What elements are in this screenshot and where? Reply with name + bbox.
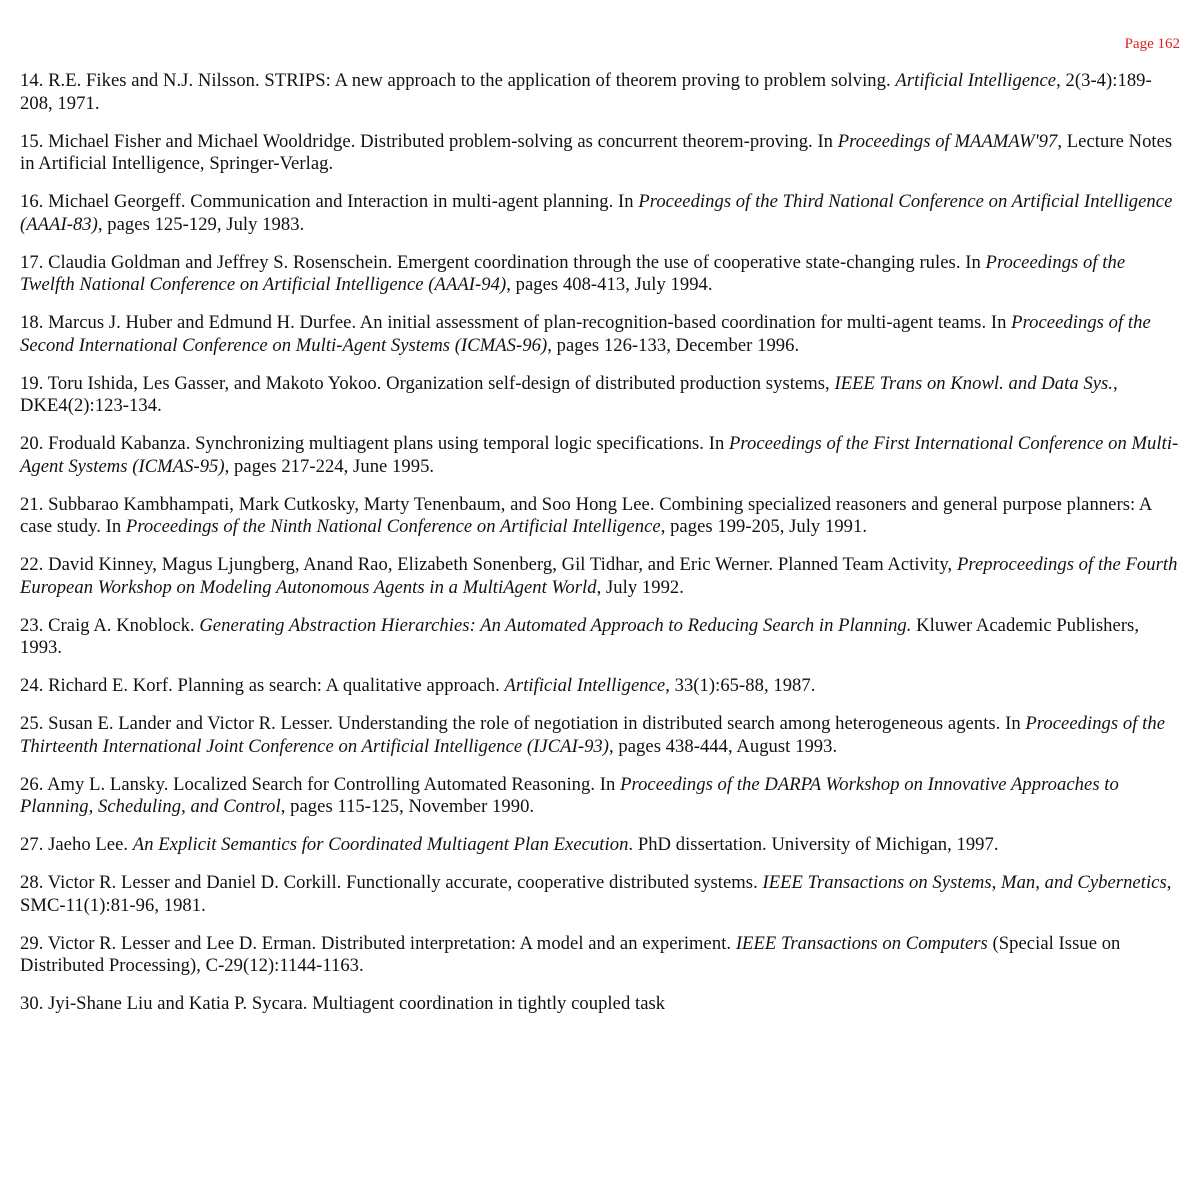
reference-item	[20, 252, 1182, 297]
reference-title-italic: Proceedings of the Ninth National Conference on Artificial Intelligence	[125, 516, 661, 537]
reference-text: , SMC-11(1):81-96, 1981.	[20, 872, 1172, 916]
reference-text: (Special Issue on Distributed Processing), C-29(12):1144-1163.	[20, 932, 1121, 976]
reference-item	[20, 70, 1182, 115]
reference-title-italic: Proceedings of the Second International Conference on Multi-Agent Systems (ICMAS-96)	[20, 312, 1151, 356]
reference-title-italic: Proceedings of the Thirteenth International Joint Conference on Artificial Intelligence (IJCAI-93)	[20, 713, 1166, 757]
reference-text: , pages 126-133, December 1996.	[547, 334, 800, 356]
reference-text: 27. Jaeho Lee.	[20, 834, 133, 855]
reference-title-italic: Proceedings of the Twelfth National Conference on Artificial Intelligence (AAAI-94)	[20, 251, 1126, 295]
reference-text: 24. Richard E. Korf. Planning as search: A qualitative approach.	[20, 675, 505, 696]
reference-item	[20, 373, 1182, 418]
reference-text: 19. Toru Ishida, Les Gasser, and Makoto Yokoo. Organization self-design of distributed production systems,	[20, 372, 835, 394]
reference-text: 28. Victor R. Lesser and Daniel D. Corkill. Functionally accurate, cooperative distributed systems.	[20, 872, 763, 893]
reference-text: 20. Froduald Kabanza. Synchronizing multiagent plans using temporal logic specifications. In	[20, 433, 729, 454]
reference-text: , DKE4(2):123-134.	[20, 372, 1118, 416]
reference-item	[20, 191, 1182, 236]
reference-title-italic: Proceedings of MAAMAW'97	[837, 130, 1058, 152]
page-number: Page 162	[1124, 36, 1180, 52]
reference-text: 29. Victor R. Lesser and Lee D. Erman. Distributed interpretation: A model and an experiment.	[20, 932, 736, 954]
reference-title-italic: IEEE Trans on Knowl. and Data Sys.	[834, 372, 1114, 394]
reference-item	[20, 131, 1182, 176]
reference-item	[20, 834, 1182, 857]
reference-item	[20, 433, 1182, 478]
reference-text: , Lecture Notes in Artificial Intelligence, Springer-Verlag.	[20, 130, 1173, 174]
reference-title-italic: Proceedings of the First International Conference on Multi-Agent Systems (ICMAS-95)	[20, 433, 1179, 477]
reference-text: 17. Claudia Goldman and Jeffrey S. Rosenschein. Emergent coordination through the use of cooperative state-changing rules. In	[20, 251, 986, 273]
reference-list	[20, 70, 1182, 1031]
reference-title-italic: Artificial Intelligence	[504, 675, 666, 696]
reference-title-italic: IEEE Transactions on Computers	[735, 932, 988, 954]
reference-title-italic: Preproceedings of the Fourth European Workshop on Modeling Autonomous Agents in a MultiAgent World	[20, 554, 1178, 598]
reference-item	[20, 675, 1182, 698]
reference-text: 22. David Kinney, Magus Ljungberg, Anand Rao, Elizabeth Sonenberg, Gil Tidhar, and Eric Werner. Planned Team Activity,	[20, 554, 957, 575]
reference-text: , pages 115-125, November 1990.	[280, 796, 535, 817]
reference-item	[20, 993, 1182, 1016]
reference-text: 30. Jyi-Shane Liu and Katia P. Sycara. Multiagent coordination in tightly coupled task	[20, 993, 666, 1014]
reference-text: 25. Susan E. Lander and Victor R. Lesser. Understanding the role of negotiation in distributed search among heterogeneous agents. In	[20, 713, 1026, 734]
reference-text: 26. Amy L. Lansky. Localized Search for Controlling Automated Reasoning. In	[20, 773, 621, 795]
reference-text: , pages 408-413, July 1994.	[506, 274, 713, 295]
reference-item	[20, 615, 1182, 660]
reference-item	[20, 933, 1182, 978]
reference-text: Kluwer Academic Publishers, 1993.	[20, 614, 1140, 658]
reference-text: , pages 125-129, July 1983.	[97, 213, 305, 235]
reference-text: 18. Marcus J. Huber and Edmund H. Durfee. An initial assessment of plan-recognition-based coordination for multi-agent teams. In	[20, 312, 1012, 333]
reference-text: , pages 438-444, August 1993.	[609, 735, 838, 757]
reference-text: 15. Michael Fisher and Michael Wooldridge. Distributed problem-solving as concurrent theorem-proving. In	[20, 130, 838, 152]
reference-item	[20, 494, 1182, 539]
reference-text: . PhD dissertation. University of Michigan, 1997.	[628, 834, 999, 855]
reference-title-italic: Generating Abstraction Hierarchies: An Automated Approach to Reducing Search in Planning.	[199, 614, 912, 636]
reference-text: 16. Michael Georgeff. Communication and Interaction in multi-agent planning. In	[20, 191, 639, 212]
reference-title-italic: Proceedings of the Third National Conference on Artificial Intelligence (AAAI-83)	[20, 191, 1173, 235]
reference-item	[20, 312, 1182, 357]
reference-title-italic: IEEE Transactions on Systems, Man, and Cybernetics	[762, 872, 1167, 893]
reference-title-italic: Artificial Intelligence	[895, 70, 1057, 91]
reference-text: 23. Craig A. Knoblock.	[20, 614, 200, 636]
reference-item	[20, 774, 1182, 819]
reference-text: , 33(1):65-88, 1987.	[665, 675, 816, 696]
reference-title-italic: Proceedings of the DARPA Workshop on Innovative Approaches to Planning, Scheduling, and Control	[20, 773, 1119, 817]
reference-text: , 2(3-4):189-208, 1971.	[20, 70, 1152, 114]
reference-text: , July 1992.	[596, 576, 684, 598]
reference-text: , pages 217-224, June 1995.	[224, 455, 435, 477]
reference-item	[20, 872, 1182, 917]
reference-title-italic: An Explicit Semantics for Coordinated Multiagent Plan Execution	[132, 834, 629, 855]
reference-item	[20, 713, 1182, 758]
reference-item	[20, 554, 1182, 599]
reference-text: 14. R.E. Fikes and N.J. Nilsson. STRIPS: A new approach to the application of theorem proving to problem solving.	[20, 70, 896, 91]
reference-text: , pages 199-205, July 1991.	[660, 516, 868, 537]
reference-text: 21. Subbarao Kambhampati, Mark Cutkosky, Marty Tenenbaum, and Soo Hong Lee. Combining specialized reasoners and general purpose planners: A case study. In	[20, 493, 1152, 537]
